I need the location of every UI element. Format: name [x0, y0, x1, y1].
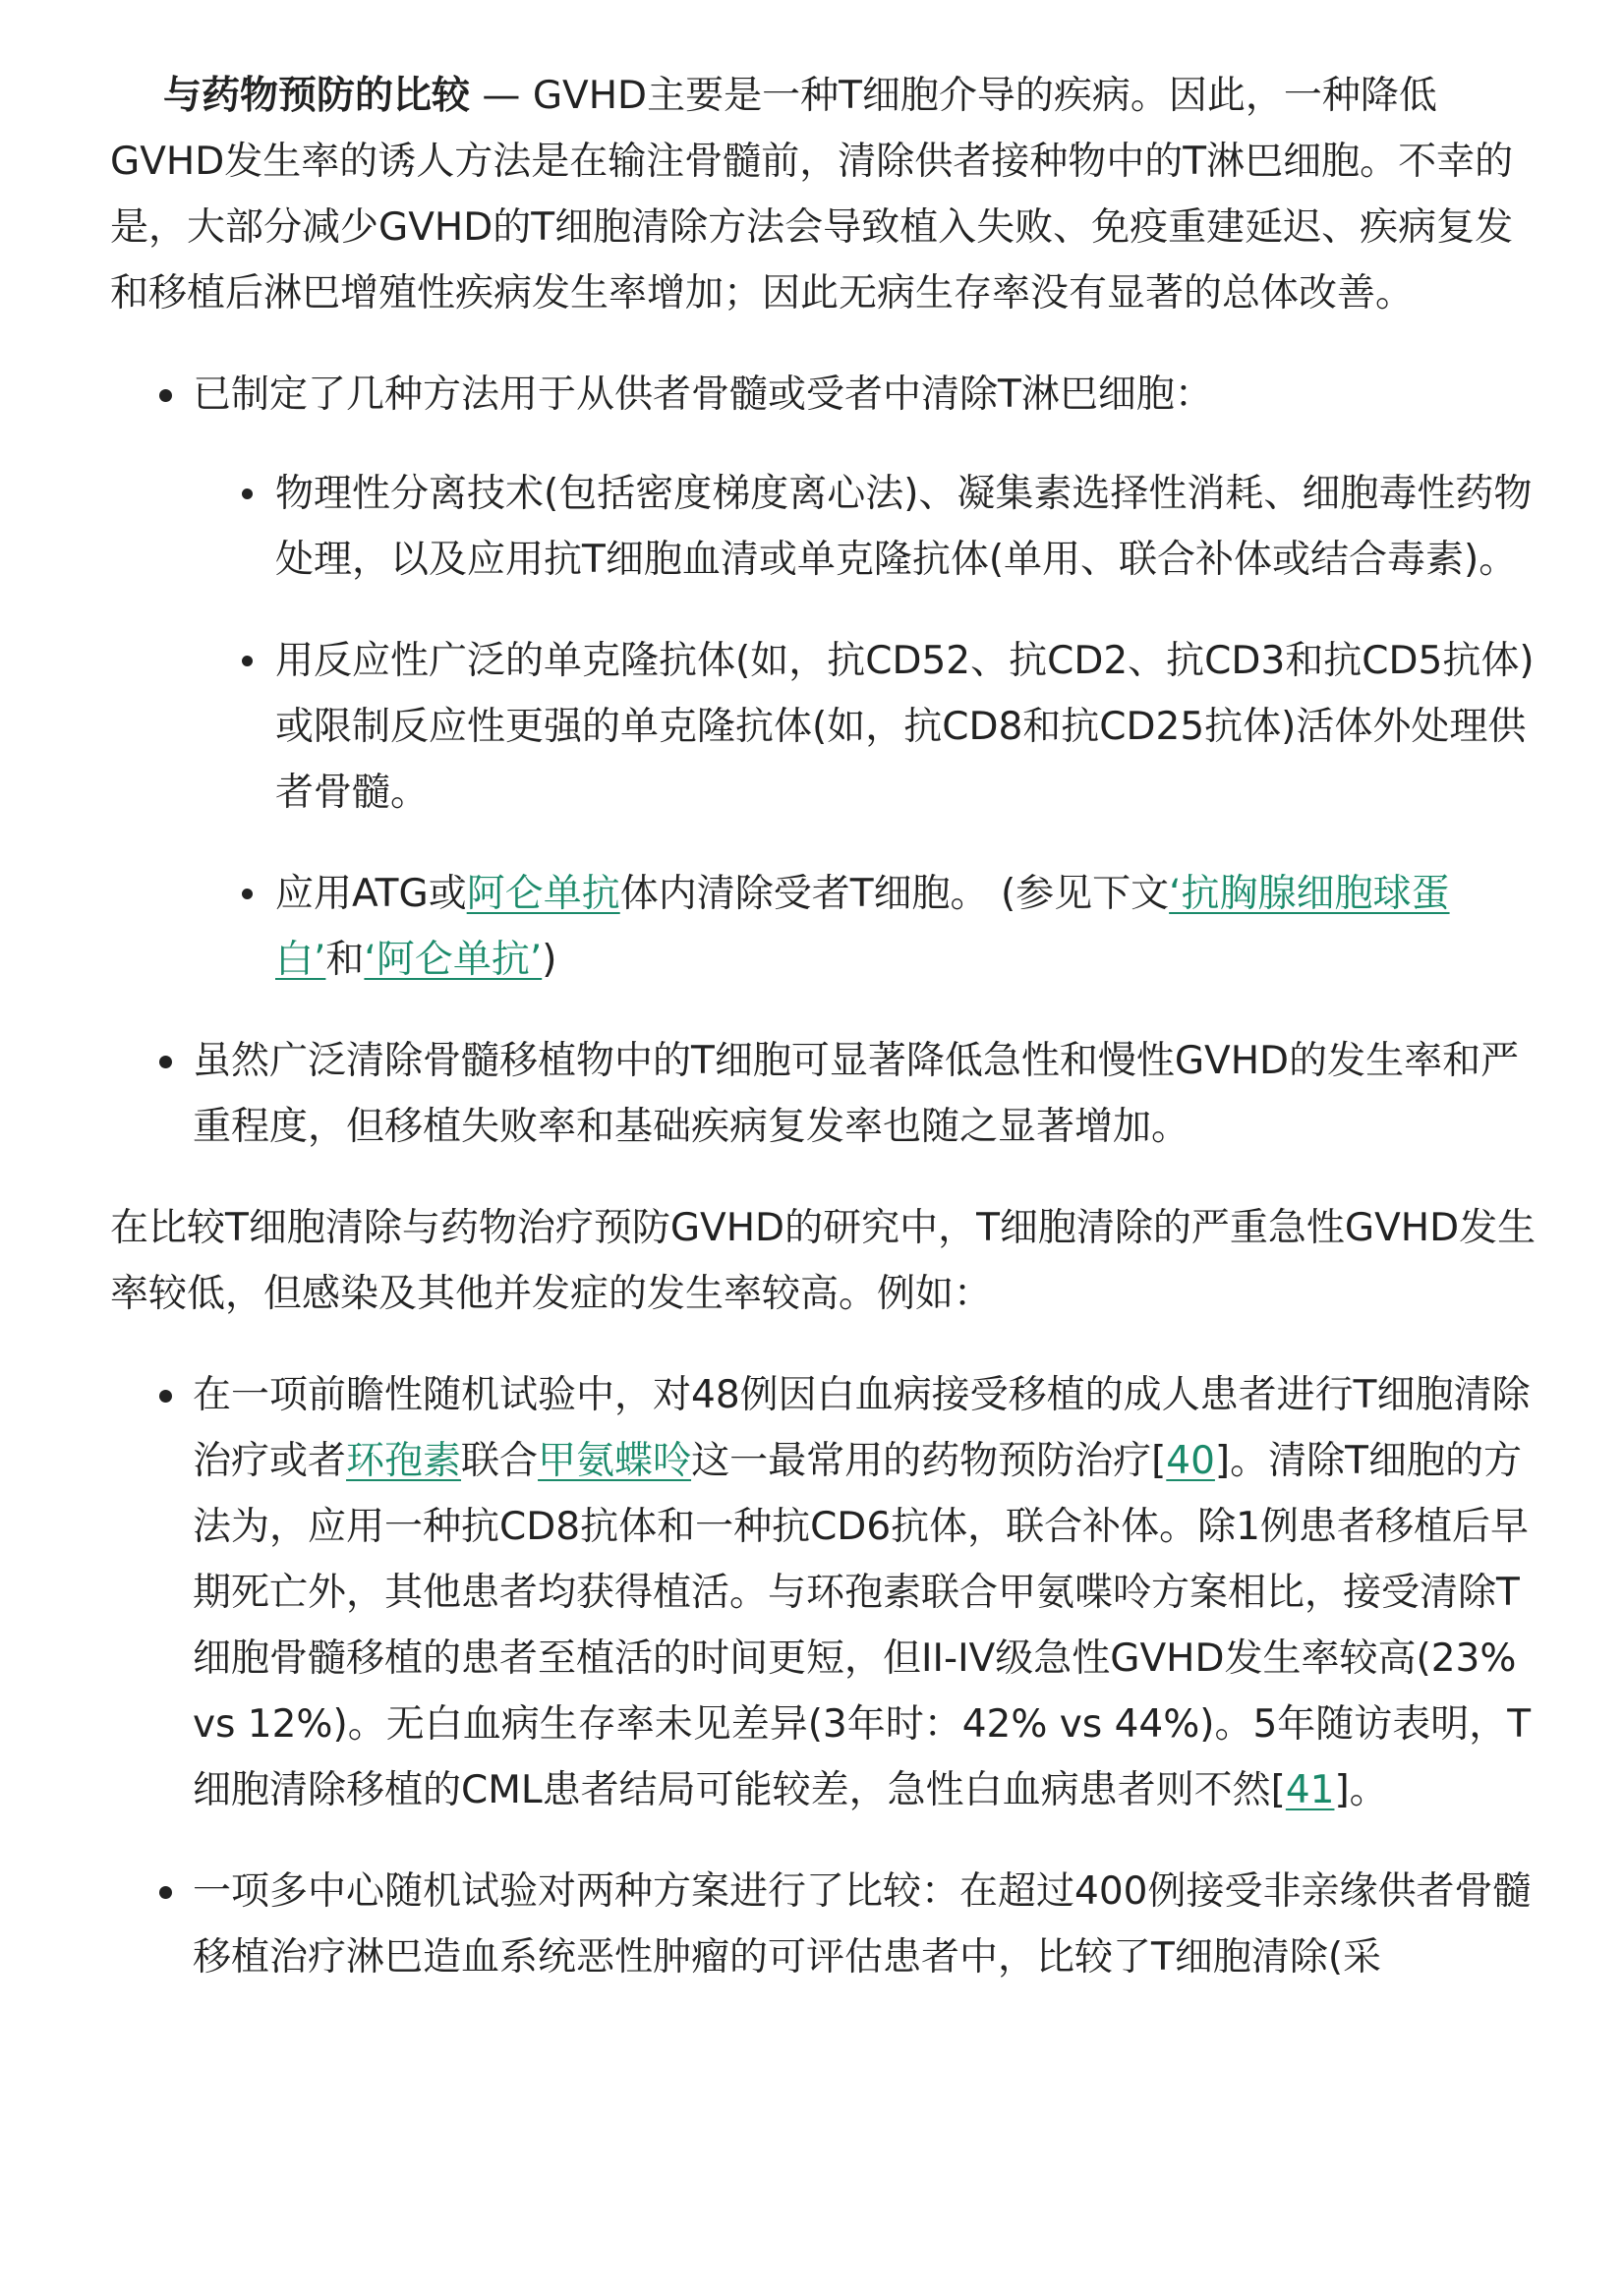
document-body — [110, 63, 1545, 1990]
sub-list-item-text: 用反应性广泛的单克隆抗体(如，抗CD52、抗CD2、抗CD3和抗CD5抗体)或限制反应性更强的单克隆抗体(如，抗CD8和抗CD25抗体)活体外处理供者骨髓。 — [275, 639, 1535, 815]
list-item-text: ]。 — [1334, 1768, 1388, 1812]
heading-dash: — — [470, 74, 533, 118]
reference-link-40[interactable]: 40 — [1166, 1439, 1215, 1483]
sub-list-item-text: 应用ATG或 — [275, 872, 467, 916]
sub-list-item-text: 体内清除受者T细胞。 (参见下文 — [619, 872, 1170, 916]
list-item — [110, 1859, 1545, 1990]
list-item-text: ]。清除T细胞的方法为，应用一种抗CD8抗体和一种抗CD6抗体，联合补体。除1例患者移植后早期死亡外，其他患者均获得植活。与环孢素联合甲氨喋呤方案相比，接受清除T细胞骨髓移植的患者至植活的时间更短，但II-IV级急性GVHD发生率较高(23% vs 12%)。无白血病生存率未见差异(3年时：42% vs 44%)。5年随访表明，T细胞清除移植的CML患者结局可能较差，急性白血病患者则不然[ — [193, 1439, 1532, 1812]
sub-list-item — [193, 461, 1545, 593]
alemtuzumab-section-link[interactable]: ‘阿仑单抗’ — [364, 938, 543, 982]
list-item — [110, 362, 1545, 993]
alemtuzumab-link[interactable]: 阿仑单抗 — [466, 872, 620, 916]
list-item-text: 一项多中心随机试验对两种方案进行了比较：在超过400例接受非亲缘供者骨髓移植治疗淋巴造血系统恶性肿瘤的可评估患者中，比较了T细胞清除(采 — [193, 1869, 1532, 1980]
sub-bullet-list — [193, 461, 1545, 993]
antithymocyte-globulin-link[interactable]: ‘抗胸腺细胞球蛋白’ — [275, 872, 1450, 982]
list-item-text: 联合 — [461, 1439, 539, 1483]
comparison-paragraph: 在比较T细胞清除与药物治疗预防GVHD的研究中，T细胞清除的严重急性GVHD发生率较低，但感染及其他并发症的发生率较高。例如： — [110, 1206, 1537, 1316]
sub-list-item-text: 和 — [325, 938, 365, 982]
cyclosporine-link[interactable]: 环孢素 — [346, 1439, 462, 1483]
bullet-list-2 — [110, 1362, 1545, 1990]
methotrexate-link[interactable]: 甲氨蝶呤 — [538, 1439, 692, 1483]
list-item-text: 在一项前瞻性随机试验中，对48例因白血病接受移植的成人患者进行T细胞清除治疗或者 — [193, 1373, 1531, 1483]
intro-paragraph — [110, 63, 1545, 326]
section-heading: 与药物预防的比较 — [163, 74, 471, 118]
list-item-text: 已制定了几种方法用于从供者骨髓或受者中清除T淋巴细胞： — [193, 373, 1213, 417]
reference-link-41[interactable]: 41 — [1285, 1768, 1335, 1812]
list-item-text: 这一最常用的药物预防治疗[ — [691, 1439, 1167, 1483]
sub-list-item — [193, 628, 1545, 826]
intro-text: GVHD主要是一种T细胞介导的疾病。因此，一种降低GVHD发生率的诱人方法是在输注骨髓前，清除供者接种物中的T淋巴细胞。不幸的是，大部分减少GVHD的T细胞清除方法会导致植入失败、免疫重建延迟、疾病复发和移植后淋巴增殖性疾病发生率增加；因此无病生存率没有显著的总体改善。 — [110, 74, 1514, 316]
list-item-text: 虽然广泛清除骨髓移植物中的T细胞可显著降低急性和慢性GVHD的发生率和严重程度，但移植失败率和基础疾病复发率也随之显著增加。 — [193, 1039, 1520, 1149]
bullet-list-1 — [110, 362, 1545, 1160]
list-item — [110, 1028, 1545, 1160]
list-item — [110, 1362, 1545, 1823]
sub-list-item — [193, 861, 1545, 993]
sub-list-item-text: ) — [542, 938, 557, 982]
sub-list-item-text: 物理性分离技术(包括密度梯度离心法)、凝集素选择性消耗、细胞毒性药物处理，以及应用抗T细胞血清或单克隆抗体(单用、联合补体或结合毒素)。 — [275, 472, 1533, 582]
